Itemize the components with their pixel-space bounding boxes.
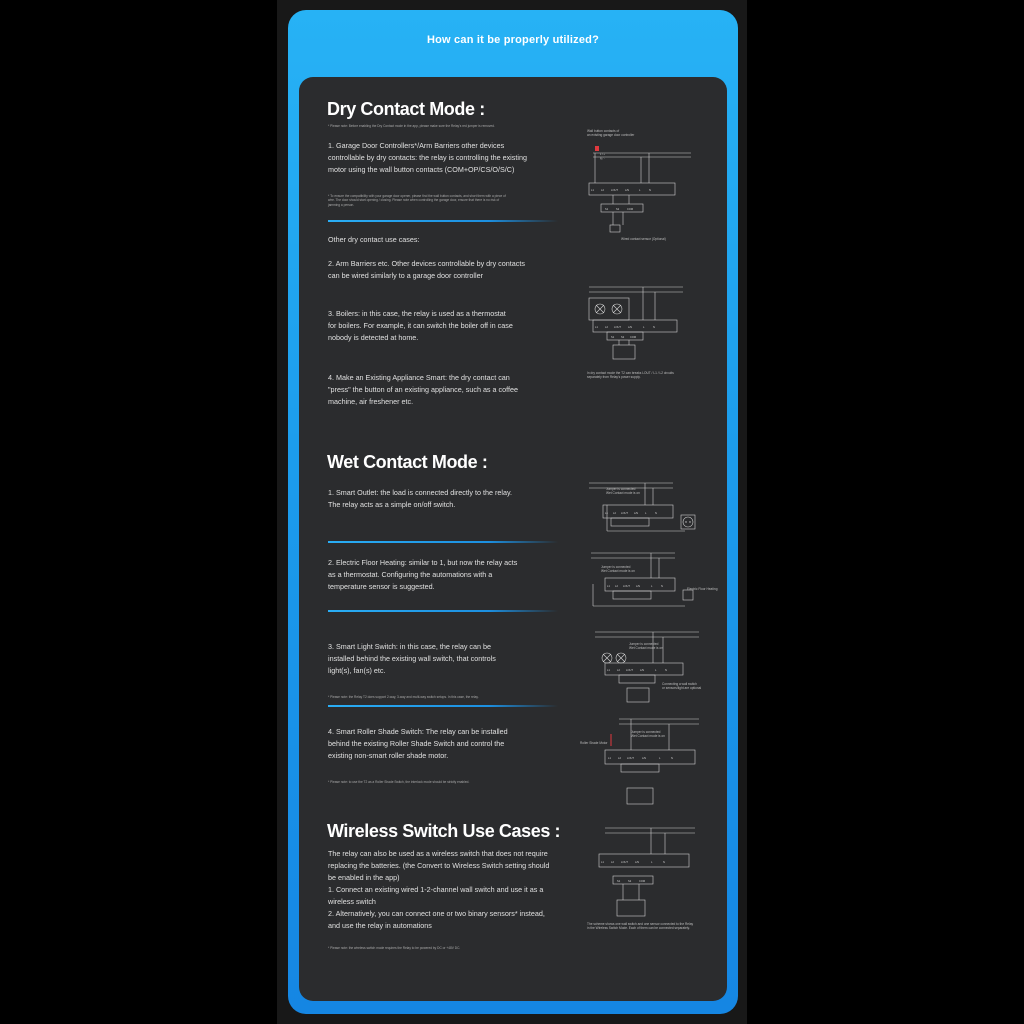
svg-text:L1: L1 bbox=[607, 585, 610, 588]
dry-item-1-note: * To ensure the compatibility with your garage door opener, please find the wall button contacts, and short them with a piece of wire. The door should start opening / closing. Please note when controlling the garage door, ensure that there is no risk of jamming a person. bbox=[328, 194, 506, 207]
wet-item-3: 3. Smart Light Switch: in this case, the relay can be installed behind the existing wall switch, that controls light(s), fan(s) etc. bbox=[328, 642, 496, 675]
svg-text:S1: S1 bbox=[605, 208, 609, 211]
jumper-label-2: Jumper is connected Wet Contact mode is on bbox=[601, 565, 635, 574]
diagram-2-caption: In dry contact mode the T2 can breaks LOUT / L1 / L2 circuits separately from Relay's power supply. bbox=[587, 371, 674, 380]
svg-text:L/N: L/N bbox=[636, 585, 641, 588]
wireless-heading: Wireless Switch Use Cases : bbox=[327, 821, 561, 841]
wet-item-1: 1. Smart Outlet: the load is connected directly to the relay. The relay acts as a simple on/off switch. bbox=[328, 488, 513, 509]
svg-text:LOUT: LOUT bbox=[623, 585, 630, 588]
svg-text:L/N: L/N bbox=[642, 757, 647, 760]
svg-text:COM: COM bbox=[639, 880, 646, 883]
svg-text:L2: L2 bbox=[601, 189, 604, 192]
svg-text:L: L bbox=[651, 585, 653, 588]
floor-heating-label: Electric Floor Heating bbox=[687, 587, 718, 591]
wet-contact-heading: Wet Contact Mode : bbox=[327, 452, 488, 472]
svg-text:LOUT: LOUT bbox=[614, 326, 621, 329]
svg-text:LOUT: LOUT bbox=[621, 861, 628, 864]
svg-text:L2: L2 bbox=[611, 861, 614, 864]
garage-door-wiring-diagram bbox=[583, 145, 693, 235]
svg-text:L1: L1 bbox=[607, 669, 610, 672]
svg-text:COM: COM bbox=[630, 336, 637, 339]
diagram-1-bottom-label: Wired contact sensor (Optional) bbox=[621, 237, 666, 241]
jumper-label-1: Jumper is connected Wet Contact mode is on bbox=[606, 487, 640, 496]
boiler-wiring-diagram bbox=[583, 283, 688, 365]
svg-text:LOUT: LOUT bbox=[626, 669, 633, 672]
svg-text:L / +: L / + bbox=[600, 153, 605, 156]
dry-item-1: 1. Garage Door Controllers*/Arm Barriers other devices controllable by dry contacts: the relay is controlling the existing motor using the wall button contacts (COM+OP/CS/O/S/C) bbox=[328, 141, 527, 174]
svg-text:S2: S2 bbox=[616, 208, 620, 211]
wireless-note: * Please note: the wireless switch mode requires the Relay to be powered by DC or +48V DC. bbox=[328, 946, 461, 950]
floor-heating-diagram bbox=[589, 548, 704, 618]
content-panel bbox=[299, 77, 727, 1001]
svg-text:LOUT: LOUT bbox=[611, 189, 618, 192]
svg-text:L2: L2 bbox=[617, 669, 620, 672]
other-uses-label: Other dry contact use cases: bbox=[328, 235, 420, 244]
svg-text:L/N: L/N bbox=[635, 861, 640, 864]
svg-text:N: N bbox=[663, 861, 665, 864]
svg-text:L2: L2 bbox=[618, 757, 621, 760]
svg-text:L2: L2 bbox=[605, 326, 608, 329]
section-divider bbox=[328, 541, 558, 543]
svg-text:S2: S2 bbox=[621, 336, 625, 339]
wireless-switch-diagram bbox=[595, 820, 700, 922]
svg-text:L/N: L/N bbox=[625, 189, 630, 192]
svg-text:S1: S1 bbox=[617, 880, 621, 883]
section-divider bbox=[328, 610, 558, 612]
svg-text:N: N bbox=[665, 669, 667, 672]
svg-text:L/N: L/N bbox=[628, 326, 633, 329]
info-card bbox=[288, 10, 738, 1014]
svg-text:N: N bbox=[661, 585, 663, 588]
wet-item-3-note: * Please note: the Relay T2 does support 2-way, 3-way and multi-way switch setups. In this case, the relay. bbox=[328, 695, 479, 699]
svg-text:L1: L1 bbox=[608, 757, 611, 760]
dry-item-4: 4. Make an Existing Appliance Smart: the dry contact can "press" the button of an existing appliance, such as a coffee machine, air freshener etc. bbox=[328, 373, 518, 406]
svg-text:N: N bbox=[671, 757, 673, 760]
light-switch-diagram bbox=[589, 628, 704, 703]
wet-item-4: 4. Smart Roller Shade Switch: The relay can be installed behind the existing Roller Shade Switch and control the existing non-smart roller shade motor. bbox=[328, 727, 508, 760]
svg-text:N: N bbox=[655, 512, 657, 515]
svg-text:L1: L1 bbox=[605, 512, 608, 515]
svg-text:LOUT: LOUT bbox=[621, 512, 628, 515]
svg-text:N / -: N / - bbox=[600, 157, 605, 161]
svg-text:S2: S2 bbox=[628, 880, 632, 883]
wet-item-2: 2. Electric Floor Heating: similar to 1, but now the relay acts as a thermostat. Configuring the automations with a temperature sensor is suggested. bbox=[328, 558, 518, 591]
dry-contact-heading: Dry Contact Mode : bbox=[327, 99, 485, 119]
roller-shade-label: Roller Shade Motor bbox=[580, 741, 608, 745]
svg-text:L1: L1 bbox=[601, 861, 604, 864]
svg-text:N: N bbox=[649, 189, 651, 192]
svg-text:L2: L2 bbox=[613, 512, 616, 515]
svg-text:LOUT: LOUT bbox=[627, 757, 634, 760]
svg-text:S1: S1 bbox=[611, 336, 615, 339]
svg-text:L1: L1 bbox=[591, 189, 594, 192]
svg-text:L1: L1 bbox=[595, 326, 598, 329]
dry-contact-note: * Please note: Before enabling the Dry Contact mode in the app, please make sure the Relay's red jumper is removed. bbox=[328, 124, 495, 128]
svg-text:N: N bbox=[653, 326, 655, 329]
svg-text:L: L bbox=[643, 326, 645, 329]
svg-text:L2: L2 bbox=[615, 585, 618, 588]
svg-text:L/N: L/N bbox=[634, 512, 639, 515]
diagram-1-caption: Wall button contacts of an existing garage door controller bbox=[587, 129, 635, 138]
page-title: How can it be properly utilized? bbox=[426, 34, 600, 46]
jumper-label-4: Jumper is connected Wet Contact mode is on bbox=[631, 730, 665, 739]
dry-item-2: 2. Arm Barriers etc. Other devices controllable by dry contacts can be wired similarly to a garage door controller bbox=[328, 259, 525, 280]
svg-text:L: L bbox=[655, 669, 657, 672]
svg-text:L/N: L/N bbox=[640, 669, 645, 672]
wireless-caption: The scheme shows one wall switch and one sensor connected to the Relay in the Wireless Switch Mode. Each of them can be connected separately. bbox=[587, 922, 694, 931]
wall-switch-label: Connecting a wall switch or sensors/light are optional bbox=[662, 682, 702, 691]
jumper-label-3: Jumper is connected Wet Contact mode is on bbox=[629, 642, 663, 651]
svg-text:L: L bbox=[651, 861, 653, 864]
svg-text:L: L bbox=[645, 512, 647, 515]
section-divider bbox=[328, 220, 558, 222]
svg-text:L: L bbox=[659, 757, 661, 760]
section-divider bbox=[328, 705, 558, 707]
smart-outlet-diagram bbox=[585, 473, 700, 535]
svg-text:L: L bbox=[639, 189, 641, 192]
svg-text:COM: COM bbox=[627, 208, 634, 211]
wet-item-4-note: * Please note: to use the T2 as a Roller Shade Switch, the interlock mode should be strictly enabled. bbox=[328, 780, 470, 784]
dry-item-3: 3. Boilers: in this case, the relay is used as a thermostat for boilers. For example, it can switch the boiler off in case nobody is detected at home. bbox=[328, 309, 513, 342]
wireless-body: The relay can also be used as a wireless switch that does not require replacing the batteries. (the Convert to Wireless Switch setting should be enabled in the app) 1. Connect an existing wired 1-2-channel wall switch and use it as a wireless switch 2. Alternatively, you can connect one or two binary sensors* instead, and use the relay in automations bbox=[328, 849, 550, 930]
